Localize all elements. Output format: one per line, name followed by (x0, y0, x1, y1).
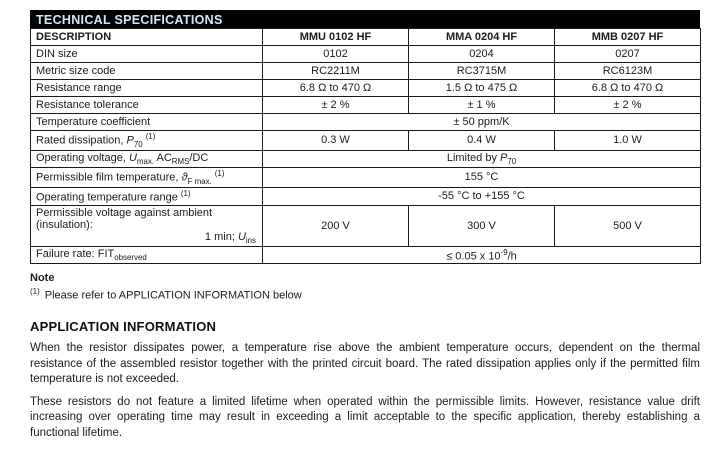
row-value: RC6123M (555, 63, 701, 80)
row-label: Metric size code (31, 63, 263, 80)
row-value: 6.8 Ω to 470 Ω (263, 80, 409, 97)
row-label-line2: 1 min; $U_{ins}$ (204, 230, 256, 245)
section-title-bar (30, 10, 700, 28)
row-value-span: 155 °C (263, 168, 701, 188)
row-value: 1.0 W (555, 131, 701, 151)
table-row (31, 150, 701, 167)
technical-specifications-section (30, 10, 700, 264)
row-label: Rated dissipation, $P_{70}$ $^{(1)}$ (31, 131, 263, 151)
table-row (31, 80, 701, 97)
table-row (31, 114, 701, 131)
row-label: Permissible film temperature, $ϑ_{F max.}$ $^{(1)}$ (31, 168, 263, 188)
column-header: MMA 0204 HF (409, 29, 555, 46)
row-value: 6.8 Ω to 470 Ω (555, 80, 701, 97)
row-value: 300 V (409, 205, 555, 246)
table-header-row (31, 29, 701, 46)
row-value: 200 V (263, 205, 409, 246)
note-block (30, 272, 700, 302)
row-value-span: Limited by $P_{70}$ (263, 150, 701, 167)
row-value: ± 2 % (555, 97, 701, 114)
column-header: DESCRIPTION (31, 29, 263, 46)
table-body (31, 46, 701, 264)
table-row (31, 63, 701, 80)
row-value: 500 V (555, 205, 701, 246)
row-label: Failure rate: $FIT_{observed}$ (31, 246, 263, 264)
row-value-span: ± 50 ppm/K (263, 114, 701, 131)
note-heading: Note (30, 272, 55, 285)
row-value: RC3715M (409, 63, 555, 80)
table-row (31, 187, 701, 205)
table-row (31, 168, 701, 188)
row-value: 0207 (555, 46, 701, 63)
row-label: Resistance range (31, 80, 263, 97)
note-ref: (1) (30, 287, 40, 297)
row-value: RC2211M (263, 63, 409, 80)
row-label: Temperature coefficient (31, 114, 263, 131)
table-row (31, 246, 701, 264)
row-value: 0204 (409, 46, 555, 63)
note-line (30, 287, 700, 302)
table-header (31, 29, 701, 46)
row-value: ± 1 % (409, 97, 555, 114)
section-title: TECHNICAL SPECIFICATIONS (36, 13, 223, 27)
table-row (31, 131, 701, 151)
row-value: 1.5 Ω to 475 Ω (409, 80, 555, 97)
row-label: Operating temperature range $^{(1)}$ (31, 187, 263, 205)
row-value: 0.3 W (263, 131, 409, 151)
row-label: Resistance tolerance (31, 97, 263, 114)
column-header: MMU 0102 HF (263, 29, 409, 46)
row-value-span: -55 °C to +155 °C (263, 187, 701, 205)
row-value: ± 2 % (263, 97, 409, 114)
application-paragraph-1: When the resistor dissipates power, a temperature rise above the ambient temperature occurs, dependent on the thermal resistance of the assembled resistor together with the printed circuit board. The rated dissipation applies only if the permitted film temperature is not exceeded. (30, 342, 700, 386)
row-value: 0102 (263, 46, 409, 63)
table-row (31, 46, 701, 63)
row-label: DIN size (31, 46, 263, 63)
row-value: 0.4 W (409, 131, 555, 151)
application-paragraph-2: These resistors do not feature a limited lifetime when operated within the permissible limits. However, resistance value drift increasing over operating time may result in exceeding a limit acceptable to the specific application, thereby establishing a functional lifetime. (30, 395, 700, 439)
column-header: MMB 0207 HF (555, 29, 701, 46)
table-row (31, 205, 701, 246)
specifications-table (30, 28, 701, 264)
table-row (31, 97, 701, 114)
row-label: Operating voltage, $U_{max.}$ $AC_{RMS}/DC$ (31, 150, 263, 167)
row-value-span: ≤ 0.05 x $10^{-9}/h$ (263, 246, 701, 264)
note-text: Please refer to APPLICATION INFORMATION below (44, 290, 302, 303)
application-information-section (30, 319, 700, 441)
application-information-heading: APPLICATION INFORMATION (30, 319, 217, 335)
row-label: Permissible voltage against ambient (insulation): 1 min; $U_{ins}$ (31, 205, 263, 246)
